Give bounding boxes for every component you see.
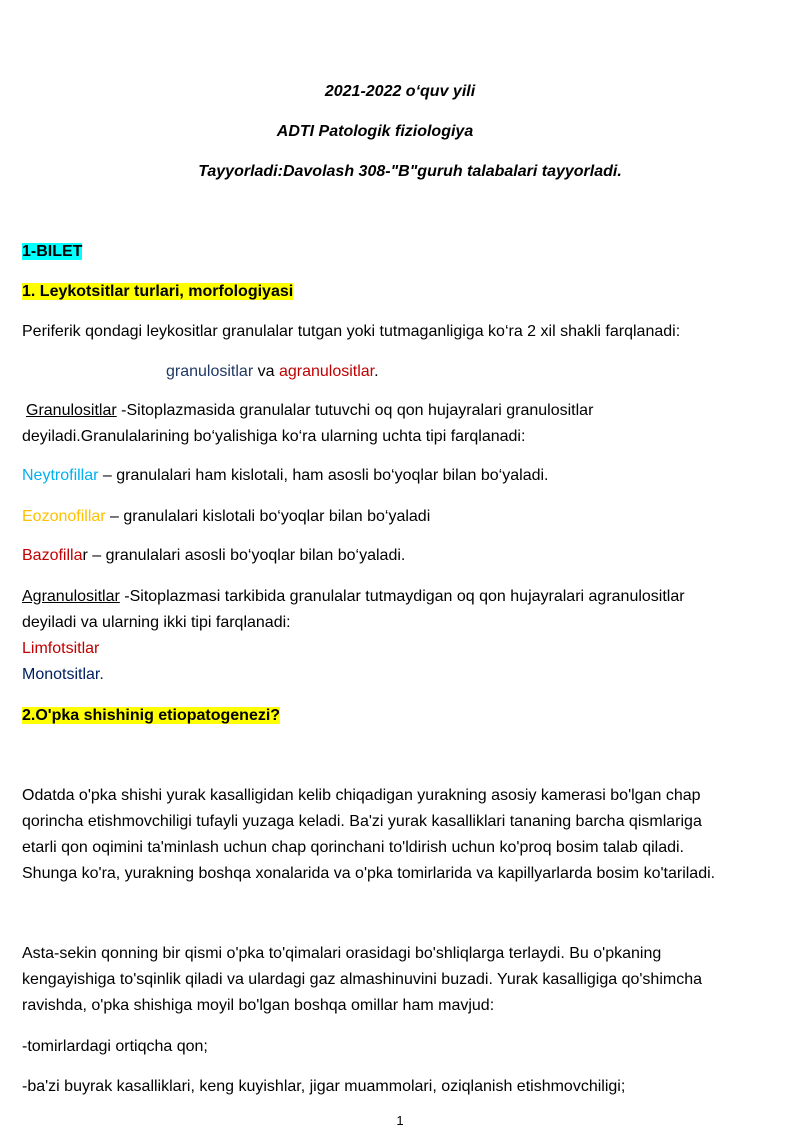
- agranulocytes-definition-1: Agranulositlar -Sitoplazmasi tarkibida granulalar tutmaydigan oq qon hujayralari agranulositlar: [22, 588, 685, 605]
- paragraph-2-line-3: ravishda, o'pka shishiga moyil bo'lgan boshqa omillar ham mavjud:: [22, 997, 495, 1014]
- agranulocytes-definition-2: deyiladi va ularning ikki tipi farqlanadi:: [22, 614, 291, 631]
- question-2: 2.O'pka shishinig etiopatogenezi?: [22, 707, 281, 724]
- ticket-label: 1-BILET: [22, 243, 83, 260]
- granulocytes-definition-1: Granulositlar -Sitoplazmasida granulalar tutuvchi oq qon hujayralari granulositlar: [26, 402, 594, 419]
- page-number: 1: [396, 1113, 404, 1128]
- lymphocytes-term: Limfotsitlar: [22, 640, 100, 657]
- paragraph-2-line-1: Asta-sekin qonning bir qismi o'pka to'qimalari orasidagi bo'shliqlarga terlaydi. Bu o'pkaning: [22, 945, 662, 962]
- granulocytes-term: granulositlar: [166, 363, 254, 380]
- neutrophils-term: Neytrofillar: [22, 467, 99, 484]
- paragraph-2-line-2: kengayishiga to'sqinlik qiladi va ulardagi gaz almashinuvini buzadi. Yurak kasalligiga qo'shimcha: [22, 971, 702, 988]
- granulocytes-definition-2: deyiladi.Granulalarining bo‘yalishiga ko‘ra ularning uchta tipi farqlanadi:: [22, 428, 526, 445]
- agranulocytes-term: agranulositlar: [278, 363, 375, 380]
- paragraph-1-line-4: Shunga ko'ra, yurakning boshqa xonalarida va o'pka tomirlarida va kapillyarlarda bosim ko'tariladi.: [22, 865, 716, 882]
- monocytes-term: Monotsitlar.: [22, 666, 104, 683]
- eosinophils-term: Eozonofillar: [22, 508, 106, 525]
- intro-text: Periferik qondagi leykositlar granulalar tutgan yoki tutmaganligiga ko‘ra 2 xil shakli farqlanadi:: [22, 323, 681, 340]
- list-item: -tomirlardagi ortiqcha qon;: [22, 1038, 208, 1055]
- basophils-term: Bazofilla: [22, 547, 83, 564]
- paragraph-1-line-3: etarli qon oqimini ta'minlash uchun chap qorinchani to'ldirish uchun ko'proq bosim talab qiladi.: [22, 839, 684, 856]
- header-year: 2021-2022 o‘quv yili: [324, 83, 476, 100]
- neutrophils-line: Neytrofillar – granulalari ham kislotali, ham asosli bo‘yoqlar bilan bo‘yaladi.: [22, 467, 549, 484]
- classes-line: granulositlar va agranulositlar.: [166, 363, 379, 380]
- granulocytes-heading: Granulositlar: [26, 402, 117, 419]
- list-item: -ba'zi buyrak kasalliklari, keng kuyishlar, jigar muammolari, oziqlanish etishmovchiligi;: [22, 1078, 626, 1095]
- paragraph-1-line-2: qorincha etishmovchiligi tufayli yuzaga keladi. Ba'zi yurak kasalliklari tananing barcha qismlariga: [22, 813, 702, 830]
- eosinophils-line: Eozonofillar – granulalari kislotali bo‘yoqlar bilan bo‘yaladi: [22, 508, 431, 525]
- agranulocytes-heading: Agranulositlar: [22, 588, 120, 605]
- header-institution: ADTI Patologik fiziologiya: [276, 123, 474, 140]
- paragraph-1-line-1: Odatda o'pka shishi yurak kasalligidan kelib chiqadigan yurakning asosiy kamerasi bo'lgan chap: [22, 787, 701, 804]
- header-prepared-by: Tayyorladi:Davolash 308-"B"guruh talabalari tayyorladi.: [198, 163, 622, 180]
- question-1: 1. Leykotsitlar turlari, morfologiyasi: [22, 283, 294, 300]
- basophils-line: Bazofillar – granulalari asosli bo‘yoqlar bilan bo‘yaladi.: [22, 547, 406, 564]
